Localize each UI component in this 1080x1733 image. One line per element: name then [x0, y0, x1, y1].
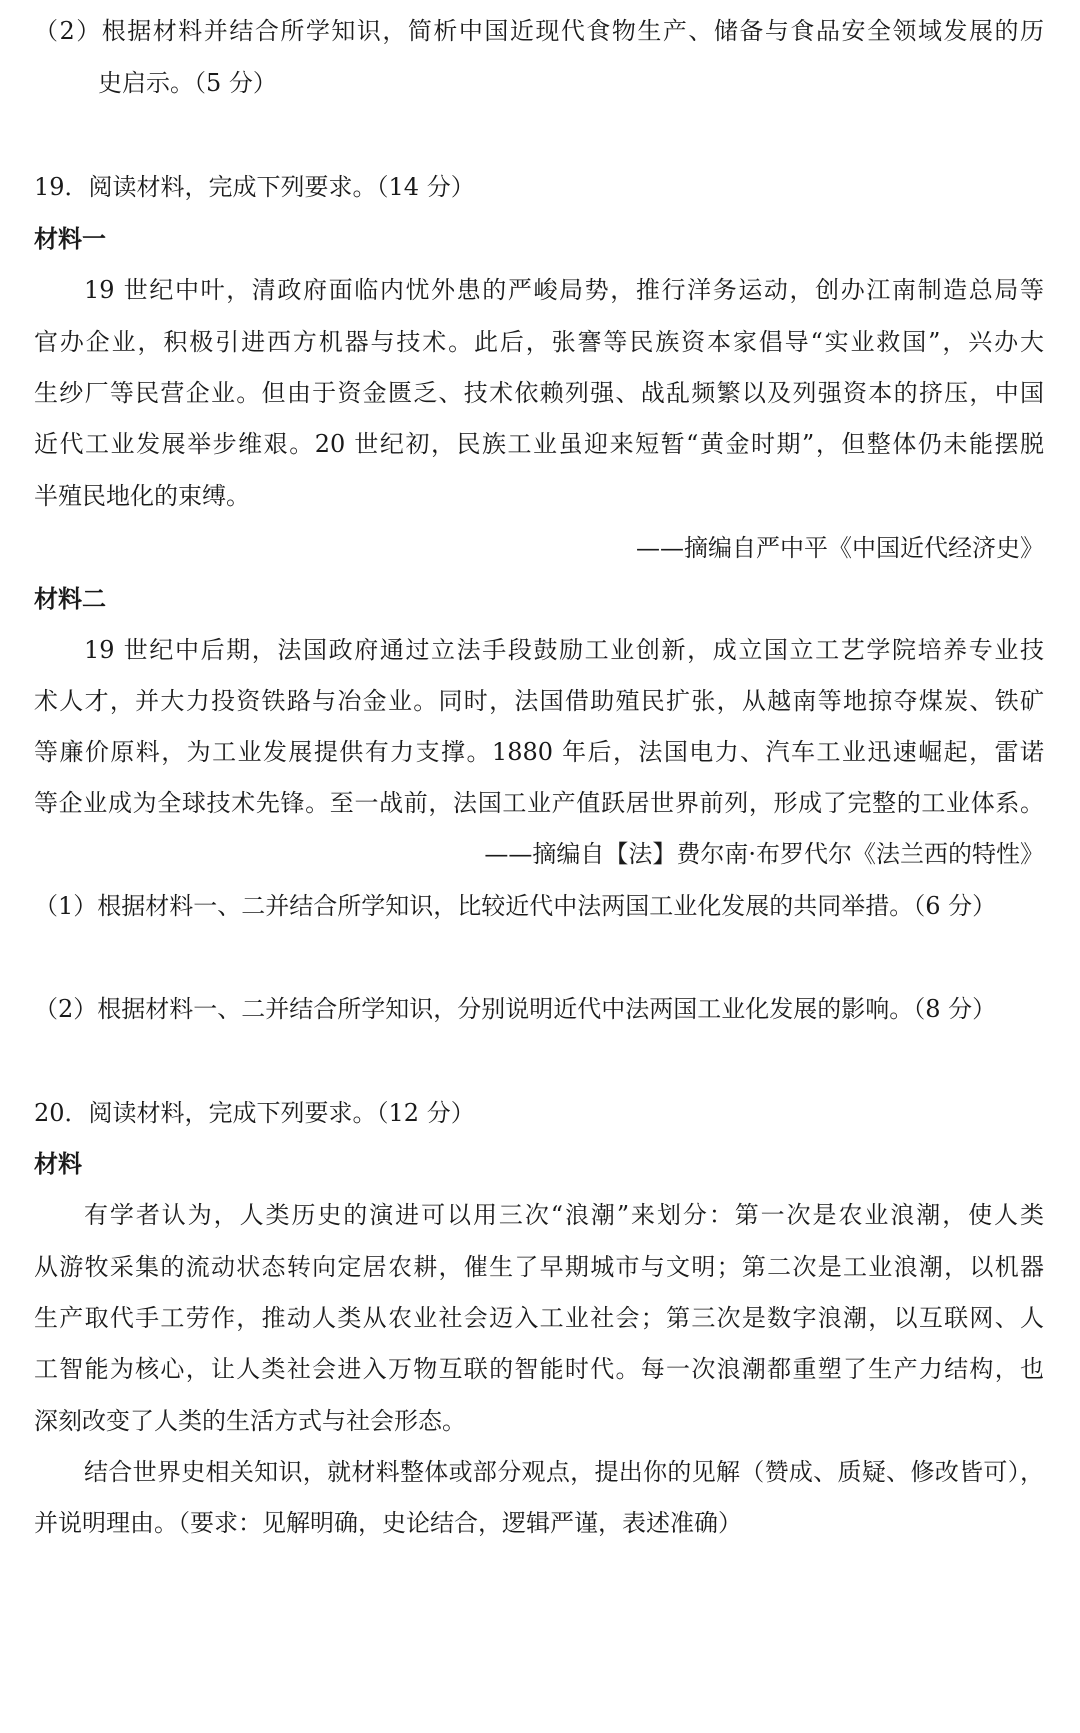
q20-m-line-5: 深刻改变了人类的生活方式与社会形态。: [34, 1407, 466, 1435]
q19-m1-source: ——摘编自严中平《中国近代经济史》: [636, 534, 1044, 562]
q19-m1-line-5: 半殖民地化的束缚。: [34, 482, 250, 510]
q18-2-line-2: 史启示。（5 分）: [98, 69, 277, 97]
q20-m-line-1: 有学者认为，人类历史的演进可以用三次“浪潮”来划分：第一次是农业浪潮，使人类: [84, 1201, 1044, 1229]
q19-m2-line-4: 等企业成为全球技术先锋。至一战前，法国工业产值跃居世界前列，形成了完整的工业体系。: [34, 789, 1044, 817]
q19-m1-line-2: 官办企业，积极引进西方机器与技术。此后，张謇等民族资本家倡导“实业救国”，兴办大: [34, 328, 1044, 356]
q20-title: 20．阅读材料，完成下列要求。（12 分）: [34, 1099, 475, 1127]
q19-m1-line-1: 19 世纪中叶，清政府面临内忧外患的严峻局势，推行洋务运动，创办江南制造总局等: [84, 276, 1044, 304]
q19-sub-question-1: （1）根据材料一、二并结合所学知识，比较近代中法两国工业化发展的共同举措。（6 分）: [34, 892, 997, 920]
q20-material-label: 材料: [34, 1149, 82, 1178]
q18-2-line-1: （2）根据材料并结合所学知识，简析中国近现代食物生产、储备与食品安全领域发展的历: [34, 17, 1044, 45]
q19-m2-line-3: 等廉价原料，为工业发展提供有力支撑。1880 年后，法国电力、汽车工业迅速崛起，雷诺: [34, 738, 1044, 766]
q19-sub-question-2: （2）根据材料一、二并结合所学知识，分别说明近代中法两国工业化发展的影响。（8 分）: [34, 995, 997, 1023]
q20-m-line-2: 从游牧采集的流动状态转向定居农耕，催生了早期城市与文明；第二次是工业浪潮，以机器: [34, 1253, 1044, 1281]
q20-task-line-2: 并说明理由。（要求：见解明确，史论结合，逻辑严谨，表述准确）: [34, 1509, 742, 1537]
q19-m1-line-3: 生纱厂等民营企业。但由于资金匮乏、技术依赖列强、战乱频繁以及列强资本的挤压，中国: [34, 379, 1044, 407]
q19-material-1-label: 材料一: [34, 224, 106, 253]
q19-m2-line-2: 术人才，并大力投资铁路与冶金业。同时，法国借助殖民扩张，从越南等地掠夺煤炭、铁矿: [34, 687, 1044, 715]
q20-m-line-4: 工智能为核心，让人类社会进入万物互联的智能时代。每一次浪潮都重塑了生产力结构，也: [34, 1355, 1044, 1383]
q19-m2-line-1: 19 世纪中后期，法国政府通过立法手段鼓励工业创新，成立国立工艺学院培养专业技: [84, 636, 1044, 664]
q19-material-2-label: 材料二: [34, 584, 106, 613]
q20-task-line-1: 结合世界史相关知识，就材料整体或部分观点，提出你的见解（赞成、质疑、修改皆可），: [84, 1458, 1044, 1486]
q19-m1-line-4: 近代工业发展举步维艰。20 世纪初，民族工业虽迎来短暂“黄金时期”，但整体仍未能摆脱: [34, 430, 1044, 458]
q19-title: 19．阅读材料，完成下列要求。（14 分）: [34, 173, 475, 201]
q19-m2-source: ——摘编自【法】费尔南·布罗代尔《法兰西的特性》: [484, 840, 1044, 868]
q20-m-line-3: 生产取代手工劳作，推动人类从农业社会迈入工业社会；第三次是数字浪潮，以互联网、人: [34, 1304, 1044, 1332]
